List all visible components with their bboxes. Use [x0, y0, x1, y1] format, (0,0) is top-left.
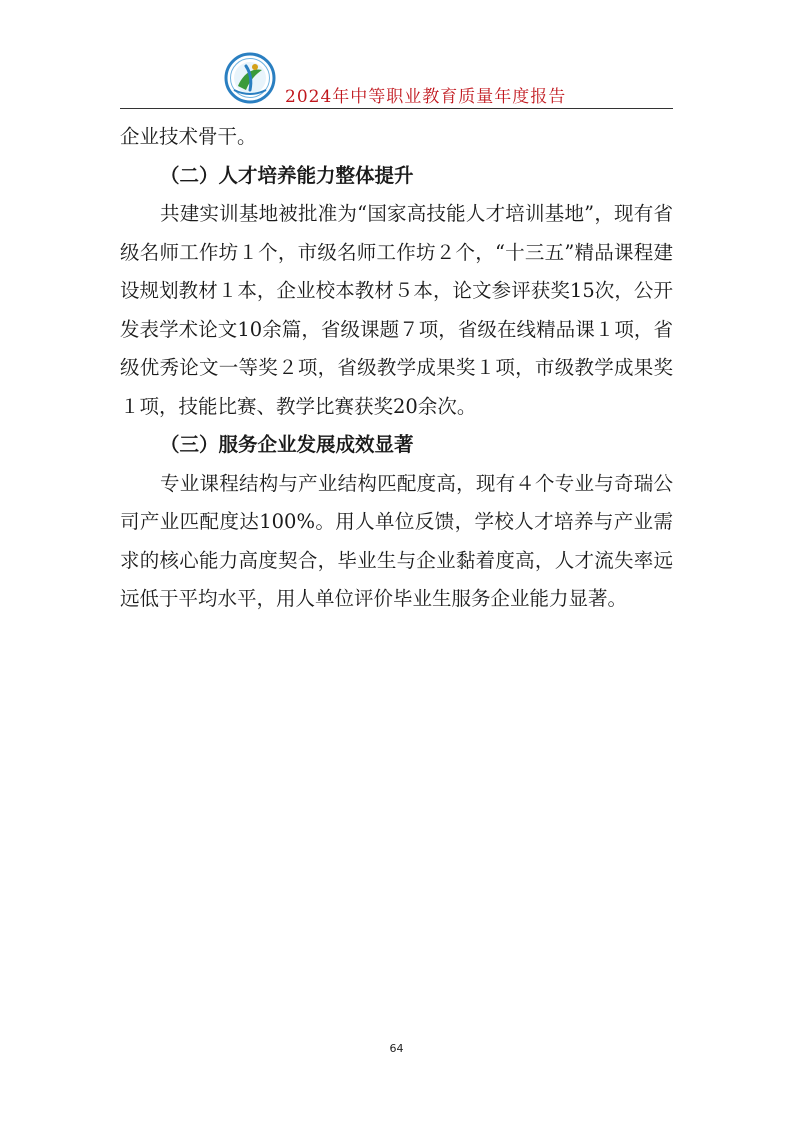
page-number: 64 [389, 1042, 404, 1055]
talent-paragraph: 共建实训基地被批准为“国家高技能人才培训基地”，现有省级名师工作坊１个，市级名师工作坊２个，“十三五”精品课程建设规划教材１本，企业校本教材５本，论文参评获奖15次，公开发表学术论文10余篇，省级课题７项，省级在线精品课１项，省级优秀论文一等奖２项，省级教学成果奖１项，市级教学成果奖１项，技能比赛、教学比赛获奖20余次。 [120, 202, 673, 418]
continued-paragraph: 企业技术骨干。 [120, 125, 257, 148]
header-divider [120, 108, 673, 109]
report-title: 2024年中等职业教育质量年度报告 [285, 87, 567, 107]
school-emblem-icon [224, 52, 276, 104]
page-body [120, 118, 673, 619]
section-heading-talent: （二）人才培养能力整体提升 [160, 163, 414, 187]
enterprise-paragraph: 专业课程结构与产业结构匹配度高，现有４个专业与奇瑞公司产业匹配度达100%。用人单位反馈，学校人才培养与产业需求的核心能力高度契合，毕业生与企业黏着度高，人才流失率远远低于平均水平，用人单位评价毕业生服务企业能力显著。 [120, 471, 673, 610]
page-header [120, 52, 673, 110]
section-heading-enterprise: （三）服务企业发展成效显著 [160, 433, 414, 456]
